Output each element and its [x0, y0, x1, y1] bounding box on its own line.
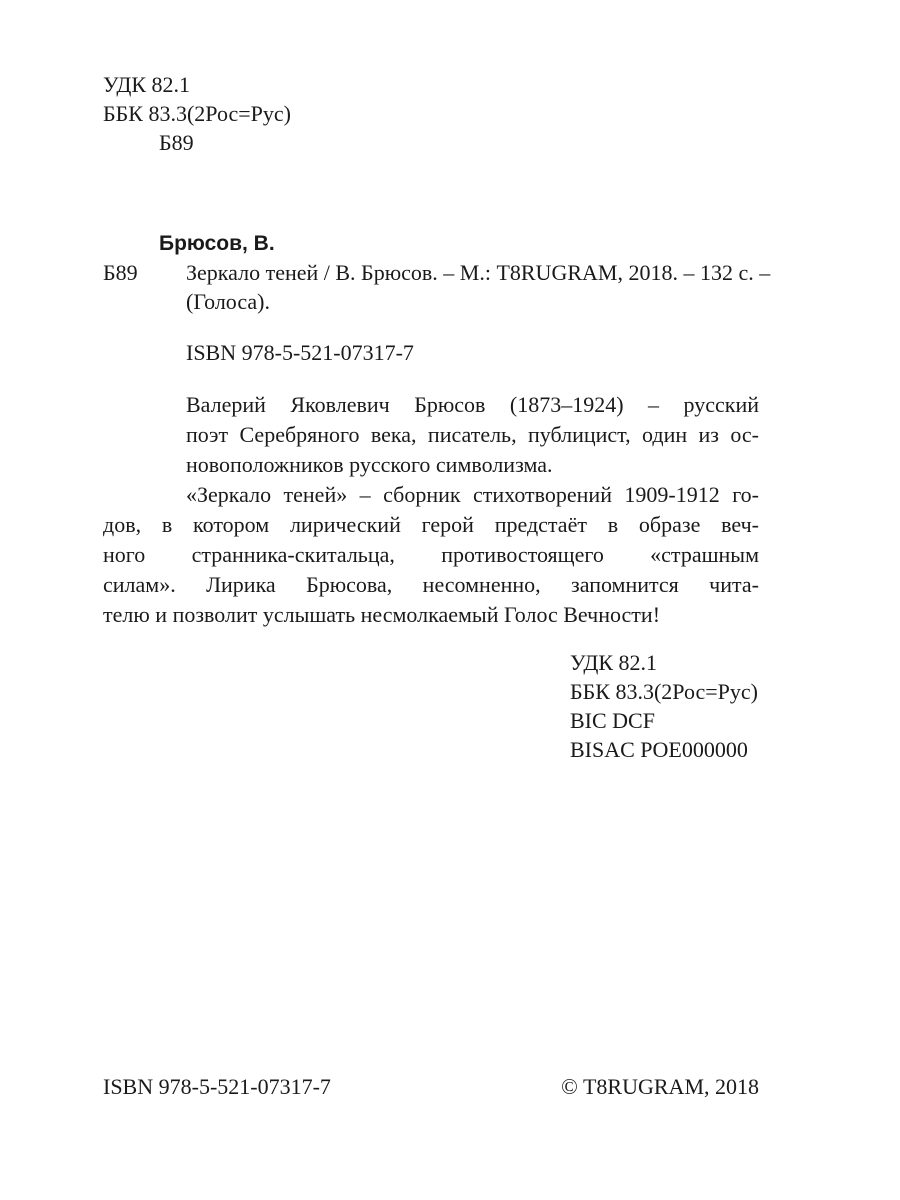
udk-code: УДК 82.1	[103, 72, 191, 97]
footer-isbn: ISBN 978-5-521-07317-7	[103, 1074, 331, 1099]
udk-code-bottom: УДК 82.1	[570, 650, 658, 675]
bisac-code: BISAC POE000000	[570, 737, 748, 762]
annotation-text	[103, 390, 759, 630]
annotation-line: ного странника-скитальца, противостоящего «страшным	[103, 542, 759, 567]
annotation-line: поэт Серебряного века, писатель, публицист, один из ос-	[186, 422, 759, 447]
annotation-line: силам». Лирика Брюсова, несомненно, запомнится чита-	[103, 572, 759, 597]
bbk-code-bottom: ББК 83.3(2Рос=Рус)	[570, 679, 758, 704]
annotation-line: новоположников русского символизма.	[186, 452, 553, 477]
annotation-paragraph-1	[186, 390, 759, 480]
record-isbn: ISBN 978-5-521-07317-7	[186, 340, 414, 365]
record-description-line-1: Зеркало теней / В. Брюсов. – М.: T8RUGRAM, 2018. – 132 с. –	[186, 260, 771, 285]
record-row	[103, 258, 771, 287]
annotation-line: дов, в котором лирический герой предстаёт в образе веч-	[103, 512, 759, 537]
bottom-classification-block	[570, 648, 758, 764]
annotation-line: телю и позволит услышать несмолкаемый Голос Вечности!	[103, 602, 661, 627]
bibliographic-record	[103, 229, 771, 367]
author-sign: Б89	[159, 130, 194, 155]
record-code: Б89	[103, 260, 138, 285]
author-heading: Брюсов, В.	[159, 232, 275, 255]
record-description-line-2: (Голоса).	[186, 289, 270, 314]
footer-copyright: © T8RUGRAM, 2018	[561, 1074, 759, 1099]
annotation-line: Валерий Яковлевич Брюсов (1873–1924) – русский	[186, 392, 759, 417]
bic-code: BIC DCF	[570, 708, 655, 733]
bbk-code: ББК 83.3(2Рос=Рус)	[103, 101, 291, 126]
top-classification-block	[103, 70, 291, 157]
annotation-line: «Зеркало теней» – сборник стихотворений 1909-1912 го-	[186, 482, 759, 507]
annotation-paragraph-2	[103, 480, 759, 630]
